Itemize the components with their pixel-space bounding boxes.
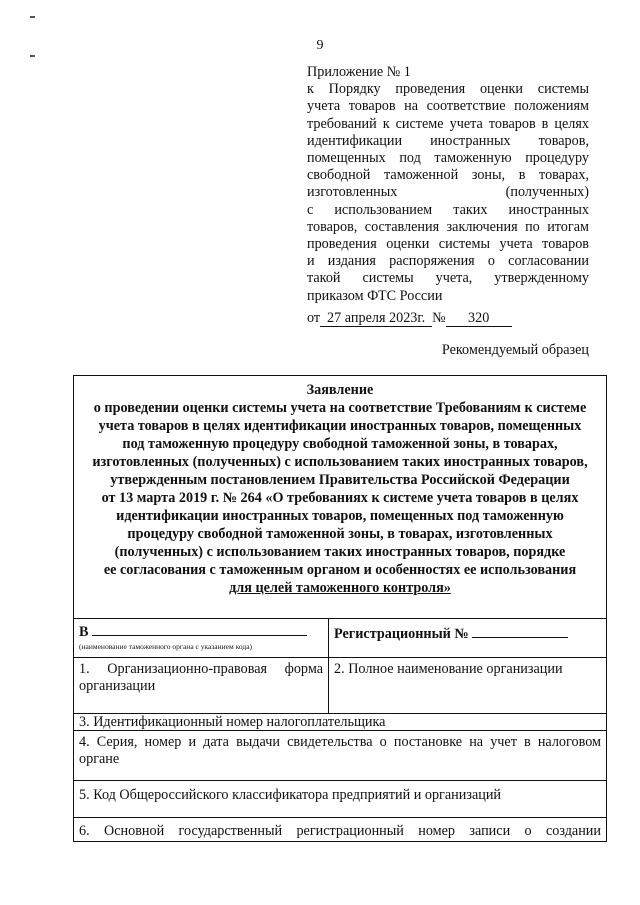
form-row-org	[74, 658, 606, 714]
appendix-line: и издания распоряжения о согласовании	[307, 253, 589, 270]
field-label: организации	[79, 678, 156, 694]
order-number: 320	[446, 311, 512, 327]
appendix-line: помещенных под таможенную процедуру	[307, 150, 589, 167]
field-label: 1. Организационно-правовая форма	[79, 661, 323, 677]
appendix-title: Приложение № 1	[307, 64, 411, 80]
appendix-line: приказом ФТС России	[307, 287, 443, 304]
scan-mark	[30, 16, 35, 18]
statement-line: изготовленных (полученных) с использованием таких иностранных товаров,	[92, 454, 588, 470]
statement-line: учета товаров в целях идентификации иностранных товаров, помещенных	[98, 418, 582, 434]
field-label: 3. Идентификационный номер налогоплательщика	[79, 714, 386, 730]
field-label: 4. Серия, номер и дата выдачи свидетельства о постановке на учет в налоговом	[79, 734, 601, 750]
appendix-line: проведения оценки системы учета товаров	[307, 236, 589, 253]
customs-authority-field[interactable]	[74, 619, 329, 657]
application-form	[73, 375, 607, 842]
appendix-line: к Порядку проведения оценки системы	[307, 81, 589, 98]
statement-line: для целей таможенного контроля»	[229, 580, 451, 596]
form-row-ogrn	[74, 818, 606, 841]
to-label: В	[79, 624, 89, 640]
field-label: 2. Полное наименование организации	[334, 661, 563, 677]
order-date: 27 апреля 2023г.	[320, 311, 432, 327]
order-reference	[307, 310, 512, 327]
order-prefix: от	[307, 310, 321, 326]
appendix-line: изготовленных (полученных)	[307, 184, 589, 201]
statement-line: о проведении оценки системы учета на соответствие Требованиям к системе	[93, 400, 587, 416]
form-row-inn	[74, 714, 606, 731]
to-caption: (наименование таможенного органа с указанием кода)	[79, 642, 253, 651]
appendix-line: учета товаров на соответствие положениям	[307, 98, 589, 115]
statement-line: утвержденным постановлением Правительства Российской Федерации	[110, 472, 570, 488]
statement-line: (полученных) с использованием таких иностранных товаров, порядке	[114, 544, 566, 560]
appendix-line: такой системы учета, утвержденному	[307, 270, 589, 287]
customs-authority-input-line[interactable]	[92, 623, 307, 636]
form-row-okpo	[74, 781, 606, 818]
appendix-line: товаров, составления заключения по итогам	[307, 218, 589, 235]
page-number: 9	[316, 38, 324, 53]
order-no-label: №	[432, 310, 446, 326]
registration-number-field[interactable]	[329, 619, 606, 657]
legal-form-field[interactable]	[74, 658, 329, 713]
statement-line: от 13 марта 2019 г. № 264 «О требованиях к системе учета товаров в целях	[101, 490, 579, 506]
recommended-sample-label: Рекомендуемый образец	[441, 342, 589, 358]
full-name-field[interactable]	[329, 658, 606, 713]
statement-line: ее согласования с таможенным органом и особенностях ее использования	[103, 562, 577, 578]
appendix-line: свободной таможенной зоны, в товарах,	[307, 167, 589, 184]
statement-line: процедуру свободной таможенной зоны, в товарах, изготовленных	[127, 526, 553, 542]
appendix-block	[307, 64, 589, 305]
statement-line: под таможенную процедуру свободной таможенной зоны, в товарах,	[122, 436, 558, 452]
appendix-line: требований к системе учета товаров в целях	[307, 115, 589, 132]
appendix-line: идентификации иностранных товаров,	[307, 132, 589, 149]
scan-mark	[30, 55, 35, 57]
okpo-field[interactable]	[74, 781, 606, 817]
statement-title: Заявление	[306, 382, 374, 398]
appendix-line: с использованием таких иностранных	[307, 201, 589, 218]
form-row-tax-certificate	[74, 731, 606, 781]
field-label: 6. Основной государственный регистрационный номер записи о создании	[79, 823, 601, 839]
field-label: 5. Код Общероссийского классификатора предприятий и организаций	[79, 787, 502, 803]
inn-field[interactable]	[74, 714, 606, 730]
registration-number-input-line[interactable]	[472, 625, 568, 638]
statement-header	[74, 376, 606, 619]
statement-line: идентификации иностранных товаров, помещенных под таможенную	[116, 508, 564, 524]
field-label: органе	[79, 751, 120, 767]
form-row-recipient	[74, 619, 606, 658]
registration-label: Регистрационный №	[334, 626, 469, 642]
tax-certificate-field[interactable]	[74, 731, 606, 780]
ogrn-field[interactable]	[74, 818, 606, 841]
